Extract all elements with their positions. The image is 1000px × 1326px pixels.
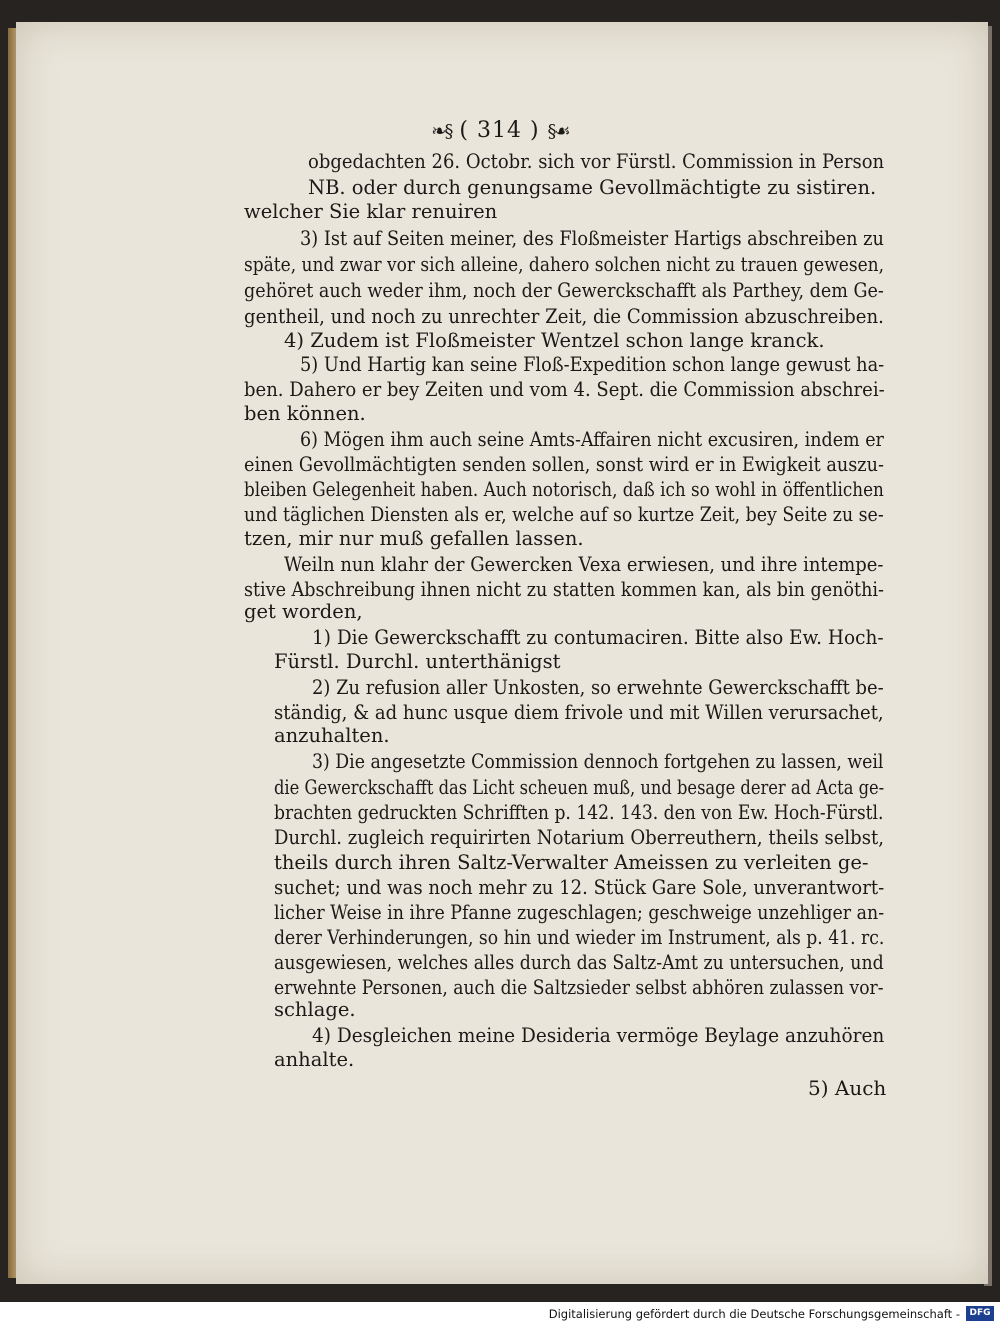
text-line: obgedachten 26. Octobr. sich vor Fürstl. Commission in Person xyxy=(308,150,885,173)
text-line: ben können. xyxy=(244,402,366,425)
catchword: 5) Auch xyxy=(808,1076,887,1100)
page-number: ( 314 ) xyxy=(459,118,540,143)
text-line: ständig, & ad hunc usque diem frivole und mit Willen verursachet, xyxy=(274,701,884,724)
text-line: ausgewiesen, welches alles durch das Saltz-Amt zu untersuchen, und xyxy=(274,951,884,974)
text-line: 2) Zu refusion aller Unkosten, so erwehnte Gewerckschafft be- xyxy=(312,676,884,699)
text-line: tzen, mir nur muß gefallen lassen. xyxy=(244,527,584,550)
text-line: derer Verhinderungen, so hin und wieder im Instrument, als p. 41. rc. xyxy=(274,926,885,949)
digitization-footer xyxy=(0,1302,1000,1326)
text-line: gentheil, und noch zu unrechter Zeit, die Commission abzuschreiben. xyxy=(244,305,884,328)
funding-credit: Digitalisierung gefördert durch die Deutsche Forschungsgemeinschaft - xyxy=(548,1307,960,1321)
header-ornament-left: ❧§ xyxy=(431,121,452,142)
text-line: Fürstl. Durchl. unterthänigst xyxy=(274,650,561,673)
text-line: 5) Und Hartig kan seine Floß-Expedition schon lange gewust ha- xyxy=(300,353,885,376)
text-line: und täglichen Diensten als er, welche auf so kurtze Zeit, bey Seite zu se- xyxy=(244,503,884,526)
text-line: bleiben Gelegenheit haben. Auch notorisch, daß ich so wohl in öffentlichen xyxy=(244,478,884,501)
text-line: die Gewerckschafft das Licht scheuen muß, und besage derer ad Acta ge- xyxy=(274,776,885,799)
text-line: einen Gevollmächtigten senden sollen, sonst wird er in Ewigkeit auszu- xyxy=(244,453,884,476)
text-line: NB. oder durch genungsame Gevollmächtigte zu sistiren. xyxy=(308,176,877,199)
text-line: 6) Mögen ihm auch seine Amts-Affairen nicht excusiren, indem er xyxy=(300,428,884,451)
text-line: späte, und zwar vor sich alleine, dahero solchen nicht zu trauen gewesen, xyxy=(244,253,885,276)
text-line: ben. Dahero er bey Zeiten und vom 4. Sept. die Commission abschrei- xyxy=(244,378,885,401)
text-line: anhalte. xyxy=(274,1048,355,1071)
text-line: get worden, xyxy=(244,600,363,623)
text-line: 4) Zudem ist Floßmeister Wentzel schon lange kranck. xyxy=(284,329,825,352)
text-line: Weiln nun klahr der Gewercken Vexa erwiesen, und ihre intempe- xyxy=(284,553,884,576)
text-line: 4) Desgleichen meine Desideria vermöge Beylage anzuhören xyxy=(312,1024,885,1047)
text-line: licher Weise in ihre Pfanne zugeschlagen; geschweige unzehliger an- xyxy=(274,901,885,924)
text-line: theils durch ihren Saltz-Verwalter Ameissen zu verleiten ge- xyxy=(274,851,869,874)
text-line: brachten gedruckten Schrifften p. 142. 143. den von Ew. Hoch-Fürstl. xyxy=(274,801,884,824)
text-line: gehöret auch weder ihm, noch der Gewerckschafft als Parthey, dem Ge- xyxy=(244,279,884,302)
text-line: suchet; und was noch mehr zu 12. Stück Gare Sole, unverantwort- xyxy=(274,876,885,899)
text-line: schlage. xyxy=(274,998,356,1021)
text-line: anzuhalten. xyxy=(274,724,390,747)
header-ornament-right: §☙ xyxy=(547,121,569,142)
text-line: erwehnte Personen, auch die Saltzsieder selbst abhören zulassen vor- xyxy=(274,976,884,999)
text-line: welcher Sie klar renuiren xyxy=(244,200,498,223)
text-line: Durchl. zugleich requirirten Notarium Oberreuthern, theils selbst, xyxy=(274,826,885,849)
text-line: stive Abschreibung ihnen nicht zu statten kommen kan, als bin genöthi- xyxy=(244,578,884,601)
text-line: 3) Ist auf Seiten meiner, des Floßmeister Hartigs abschreiben zu xyxy=(300,227,884,250)
text-line: 3) Die angesetzte Commission dennoch fortgehen zu lassen, weil xyxy=(312,750,884,773)
dfg-logo: DFG xyxy=(966,1306,994,1321)
text-line: 1) Die Gewerckschafft zu contumaciren. Bitte also Ew. Hoch- xyxy=(312,626,884,649)
